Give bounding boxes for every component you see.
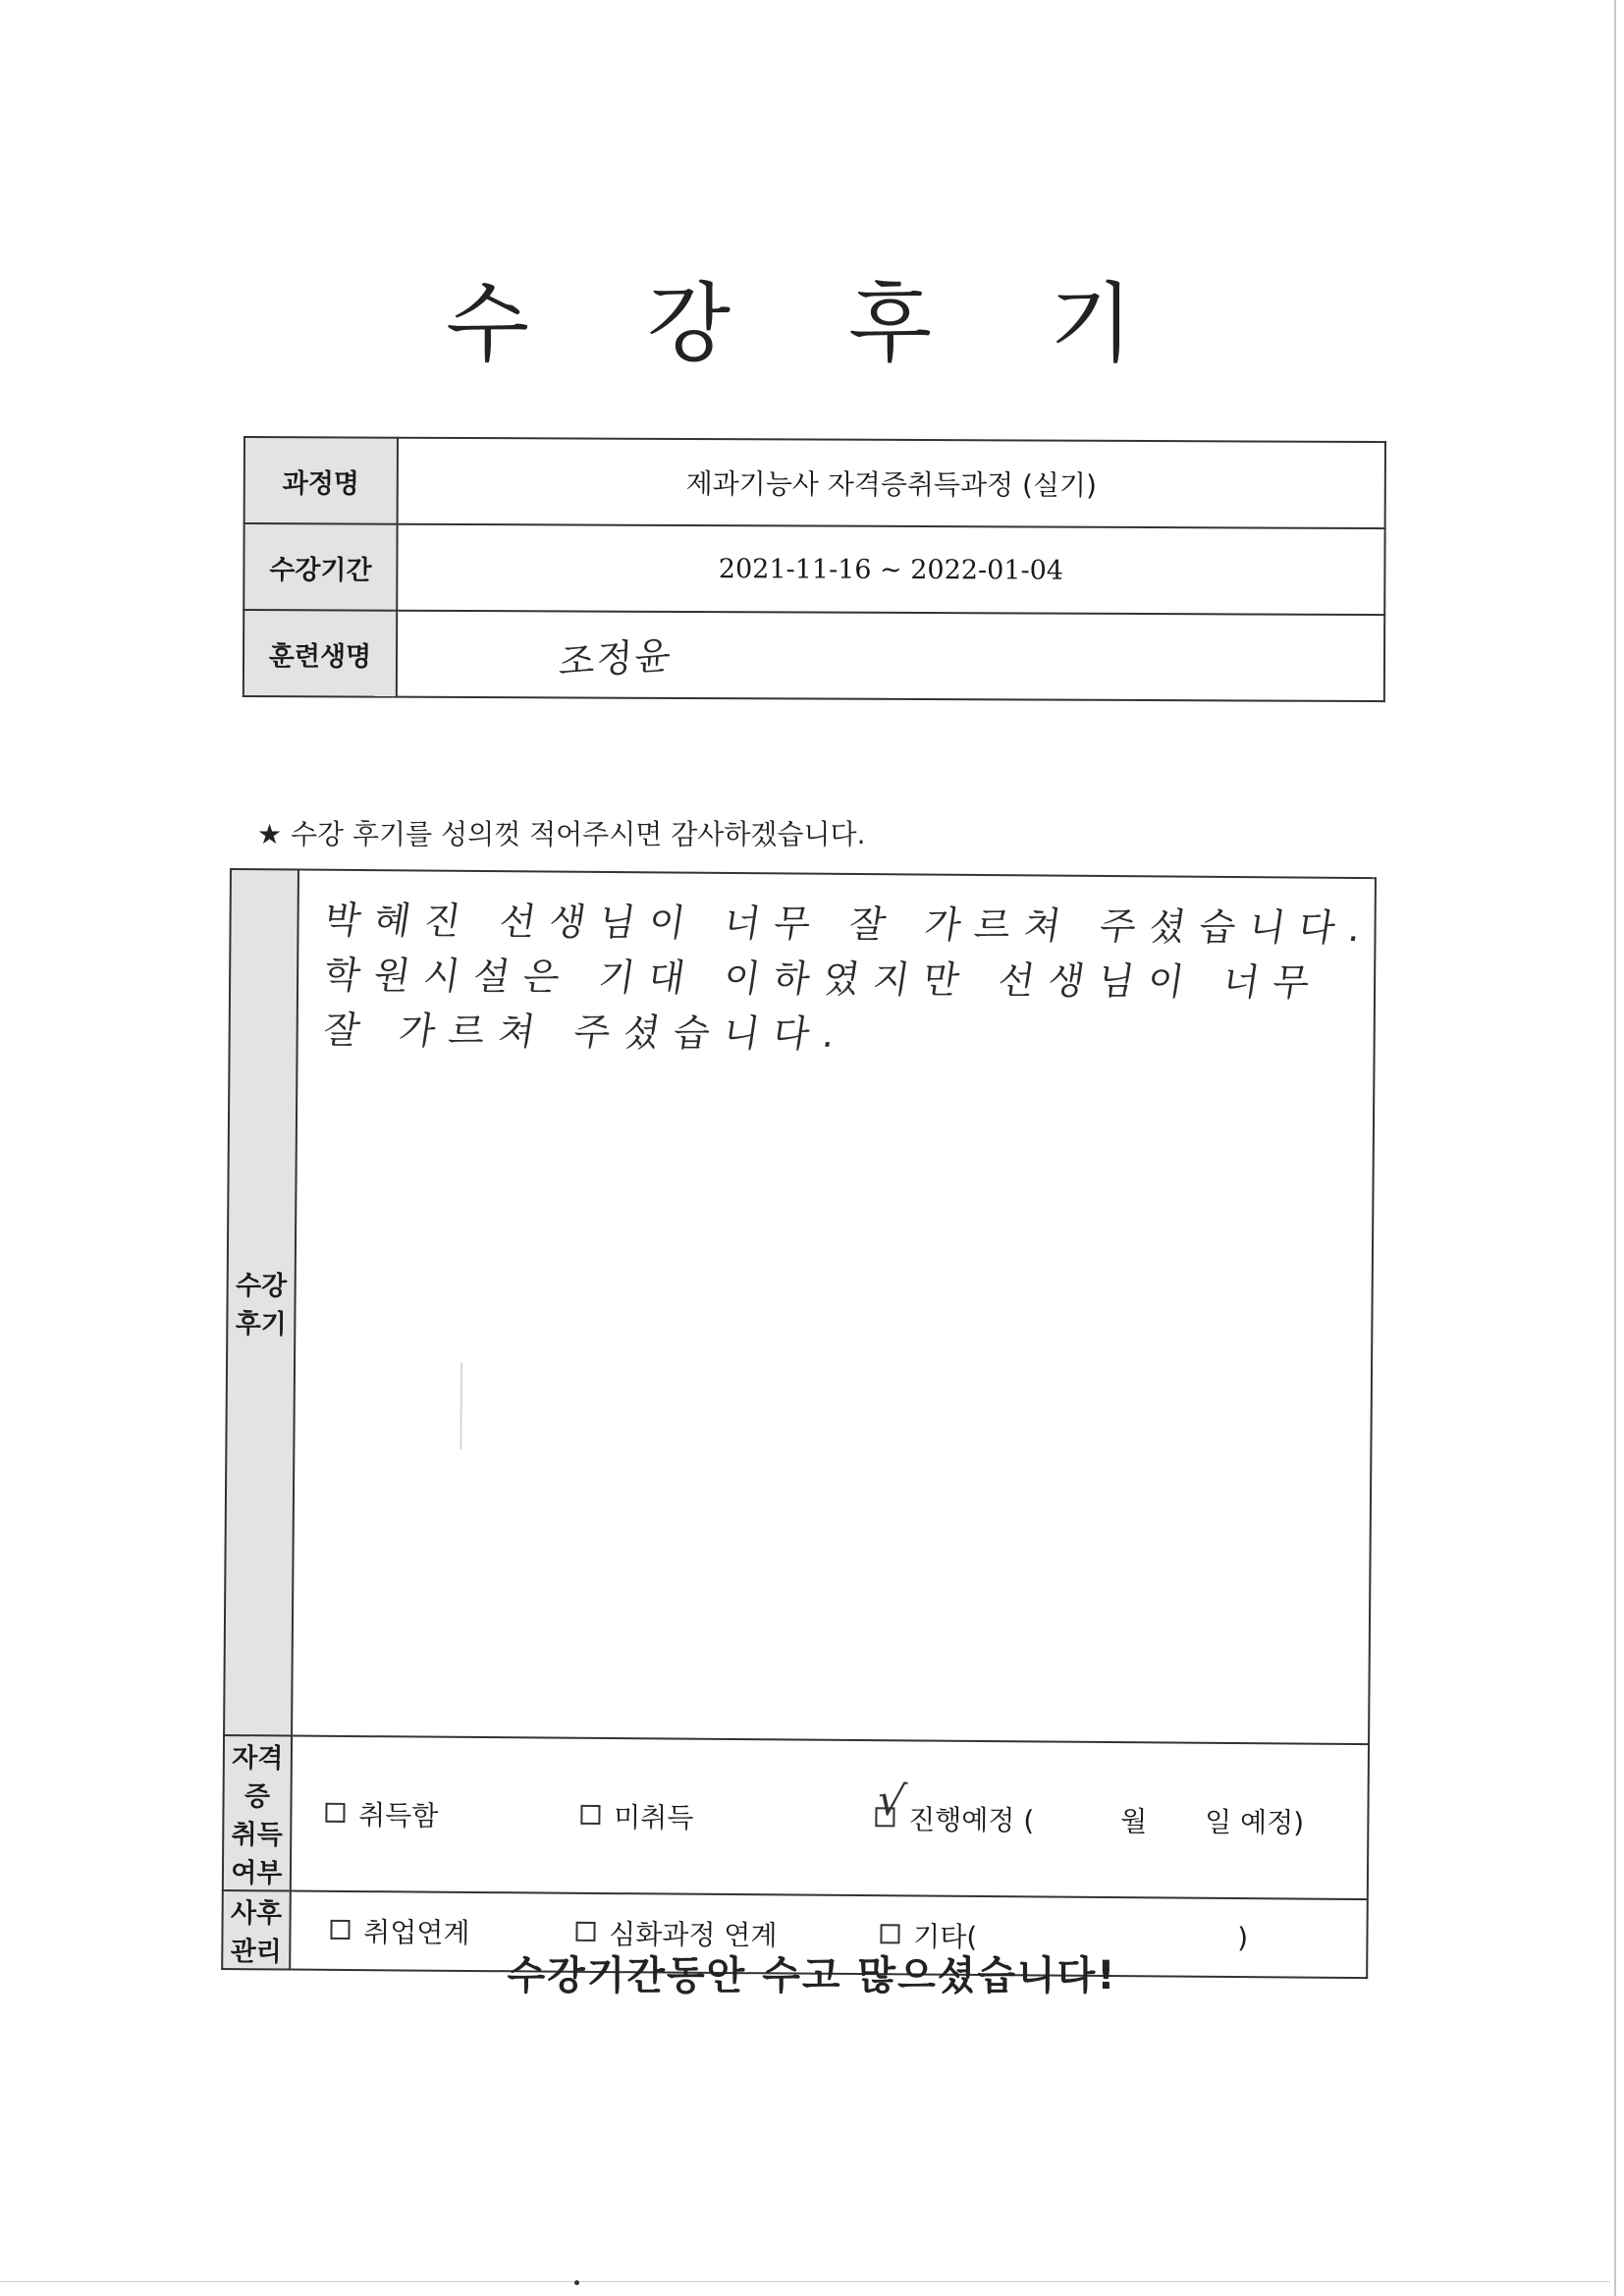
certificate-label-line1: 자격증 — [232, 1743, 284, 1813]
course-label: 과정명 — [244, 437, 398, 524]
review-table — [221, 868, 1377, 1979]
course-info-table — [243, 436, 1386, 702]
closing-message: 수강기간동안 수고 많으셨습니다! — [507, 1953, 1117, 1998]
certificate-row — [223, 1735, 1369, 1899]
checkbox-icon[interactable] — [880, 1924, 899, 1943]
review-row — [224, 869, 1376, 1744]
review-line: 잘 가르쳐 주셨습니다. — [320, 1008, 852, 1056]
certificate-option-not-acquired[interactable] — [580, 1796, 693, 1836]
certificate-label — [223, 1735, 292, 1891]
certificate-option-planned[interactable] — [873, 1774, 1035, 1838]
option-label: 취득함 — [358, 1799, 439, 1832]
review-handwriting — [298, 871, 1378, 1066]
option-label: 심화과정 연계 — [609, 1918, 778, 1952]
checkbox-icon[interactable] — [580, 1805, 600, 1825]
option-label: 미취득 — [614, 1801, 694, 1834]
aftercare-label: 사후관리 — [222, 1890, 290, 1970]
option-label: 취업연계 — [363, 1916, 470, 1949]
page-edge-bottom — [0, 2281, 1610, 2282]
page-title: 수 강 후 기 — [446, 273, 1178, 374]
review-line: 박혜진 선생님이 너무 잘 가르쳐 주셨습니다. — [321, 898, 1378, 951]
other-close-paren: ) — [1237, 1921, 1249, 1954]
period-row — [244, 523, 1384, 615]
option-label: 기타( — [913, 1920, 978, 1954]
trainee-row — [244, 610, 1384, 701]
month-label: 월 — [1120, 1805, 1148, 1838]
trainee-label: 훈련생명 — [244, 610, 397, 697]
period-value: 2021-11-16 ~ 2022-01-04 — [397, 524, 1384, 615]
period-label: 수강기간 — [244, 523, 397, 611]
certificate-option-acquired[interactable] — [325, 1794, 438, 1834]
review-label: 수강후기 — [224, 869, 298, 1736]
checkbox-icon[interactable] — [330, 1920, 350, 1940]
instruction-note: ★ 수강 후기를 성의껏 적어주시면 감사하겠습니다. — [257, 818, 866, 850]
handwritten-check-icon: √ — [873, 1774, 908, 1829]
day-label: 일 예정) — [1205, 1805, 1305, 1839]
scan-artifact — [460, 1363, 462, 1449]
trainee-name-cell — [397, 611, 1384, 701]
certificate-label-line2: 취득여부 — [231, 1820, 283, 1889]
scan-dot — [574, 2280, 579, 2285]
trainee-name-handwritten: 조정윤 — [558, 632, 674, 684]
checkbox-checked-icon[interactable] — [873, 1774, 908, 1829]
option-label: 진행예정 ( — [908, 1803, 1035, 1837]
checkbox-icon[interactable] — [575, 1922, 595, 1941]
review-text-area — [292, 870, 1376, 1745]
review-line: 학원시설은 기대 이하였지만 선생님이 너무 — [320, 953, 1326, 1005]
course-value: 제과기능사 자격증취득과정 (실기) — [398, 438, 1385, 528]
certificate-options — [291, 1736, 1369, 1900]
course-row — [244, 437, 1385, 528]
checkbox-icon[interactable] — [325, 1803, 345, 1823]
